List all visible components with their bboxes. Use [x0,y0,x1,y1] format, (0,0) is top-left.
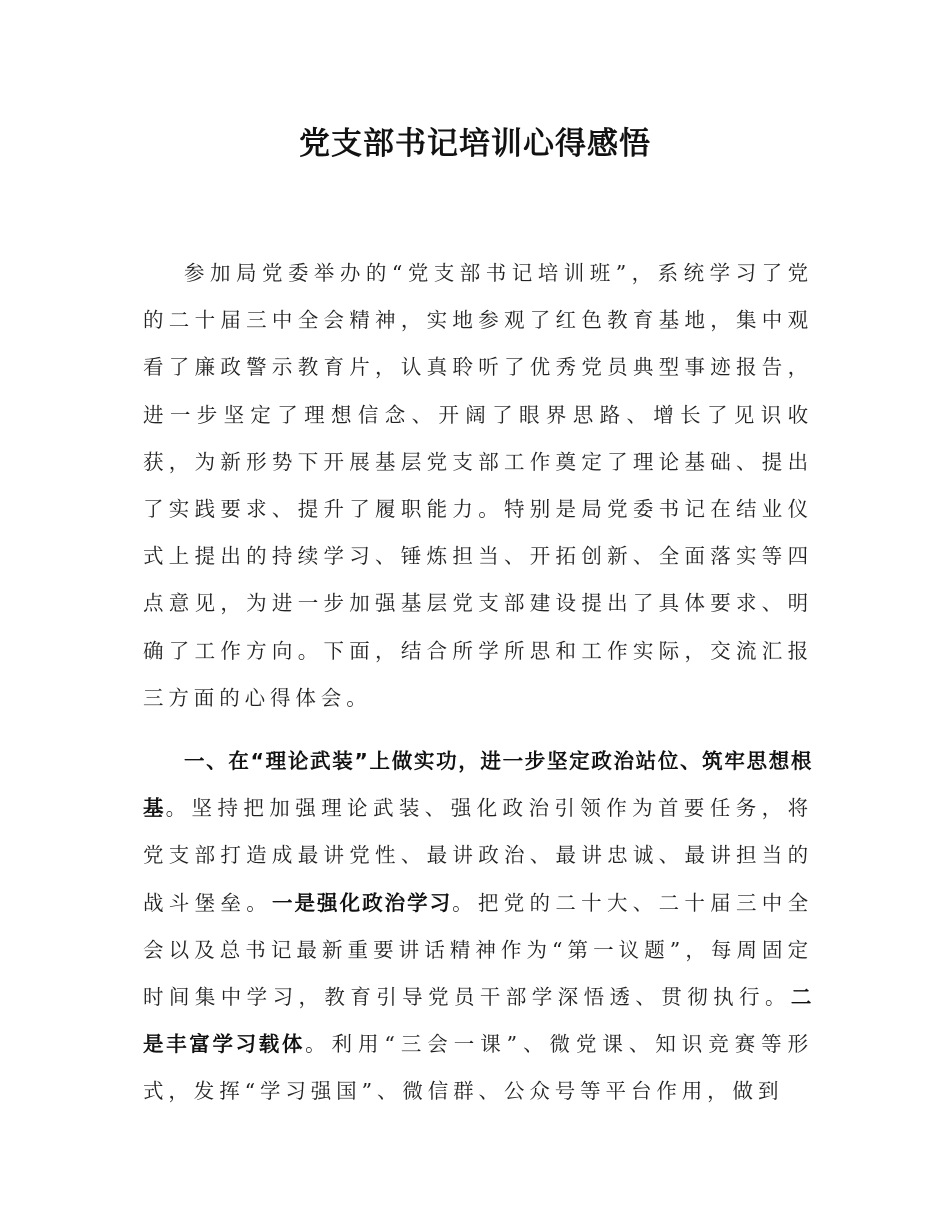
paragraph-intro [143,250,813,722]
document-body [143,250,813,1116]
point-heading: 一是强化政治学习 [272,890,453,915]
paragraph-text: 。利用“三会一课”、微党课、知识竞赛等形式，发挥“学习强国”、微信群、公众号等平台作用，做到 [143,1032,813,1104]
paragraph-section-one [143,738,813,1116]
document-title: 党支部书记培训心得感悟 [299,126,651,162]
point-heading: 二是丰富学习载体 [143,985,813,1057]
paragraph-text: 。坚持把加强理论武装、强化政治引领作为首要任务，将党支部打造成最讲党性、最讲政治、最讲忠诚、最讲担当的战斗堡垒。 [143,796,813,915]
paragraph-text: 参加局党委举办的“党支部书记培训班”，系统学习了党的二十届三中全会精神，实地参观了红色教育基地，集中观看了廉政警示教育片，认真聆听了优秀党员典型事迹报告，进一步坚定了理想信念、开阔了眼界思路、增长了见识收获，为新形势下开展基层党支部工作奠定了理论基础、提出了实践要求、提升了履职能力。特别是局党委书记在结业仪式上提出的持续学习、锤炼担当、开拓创新、全面落实等四点意见，为进一步加强基层党支部建设提出了具体要求、明确了工作方向。下面，结合所学所思和工作实际，交流汇报三方面的心得体会。 [143,261,813,710]
section-heading: 一、在“理论武装”上做实功，进一步坚定政治站位、筑牢思想根基 [143,749,813,821]
paragraph-text: 。把党的二十大、二十届三中全会以及总书记最新重要讲话精神作为“第一议题”，每周固定时间集中学习，教育引导党员干部学深悟透、贯彻执行。 [143,890,813,1010]
